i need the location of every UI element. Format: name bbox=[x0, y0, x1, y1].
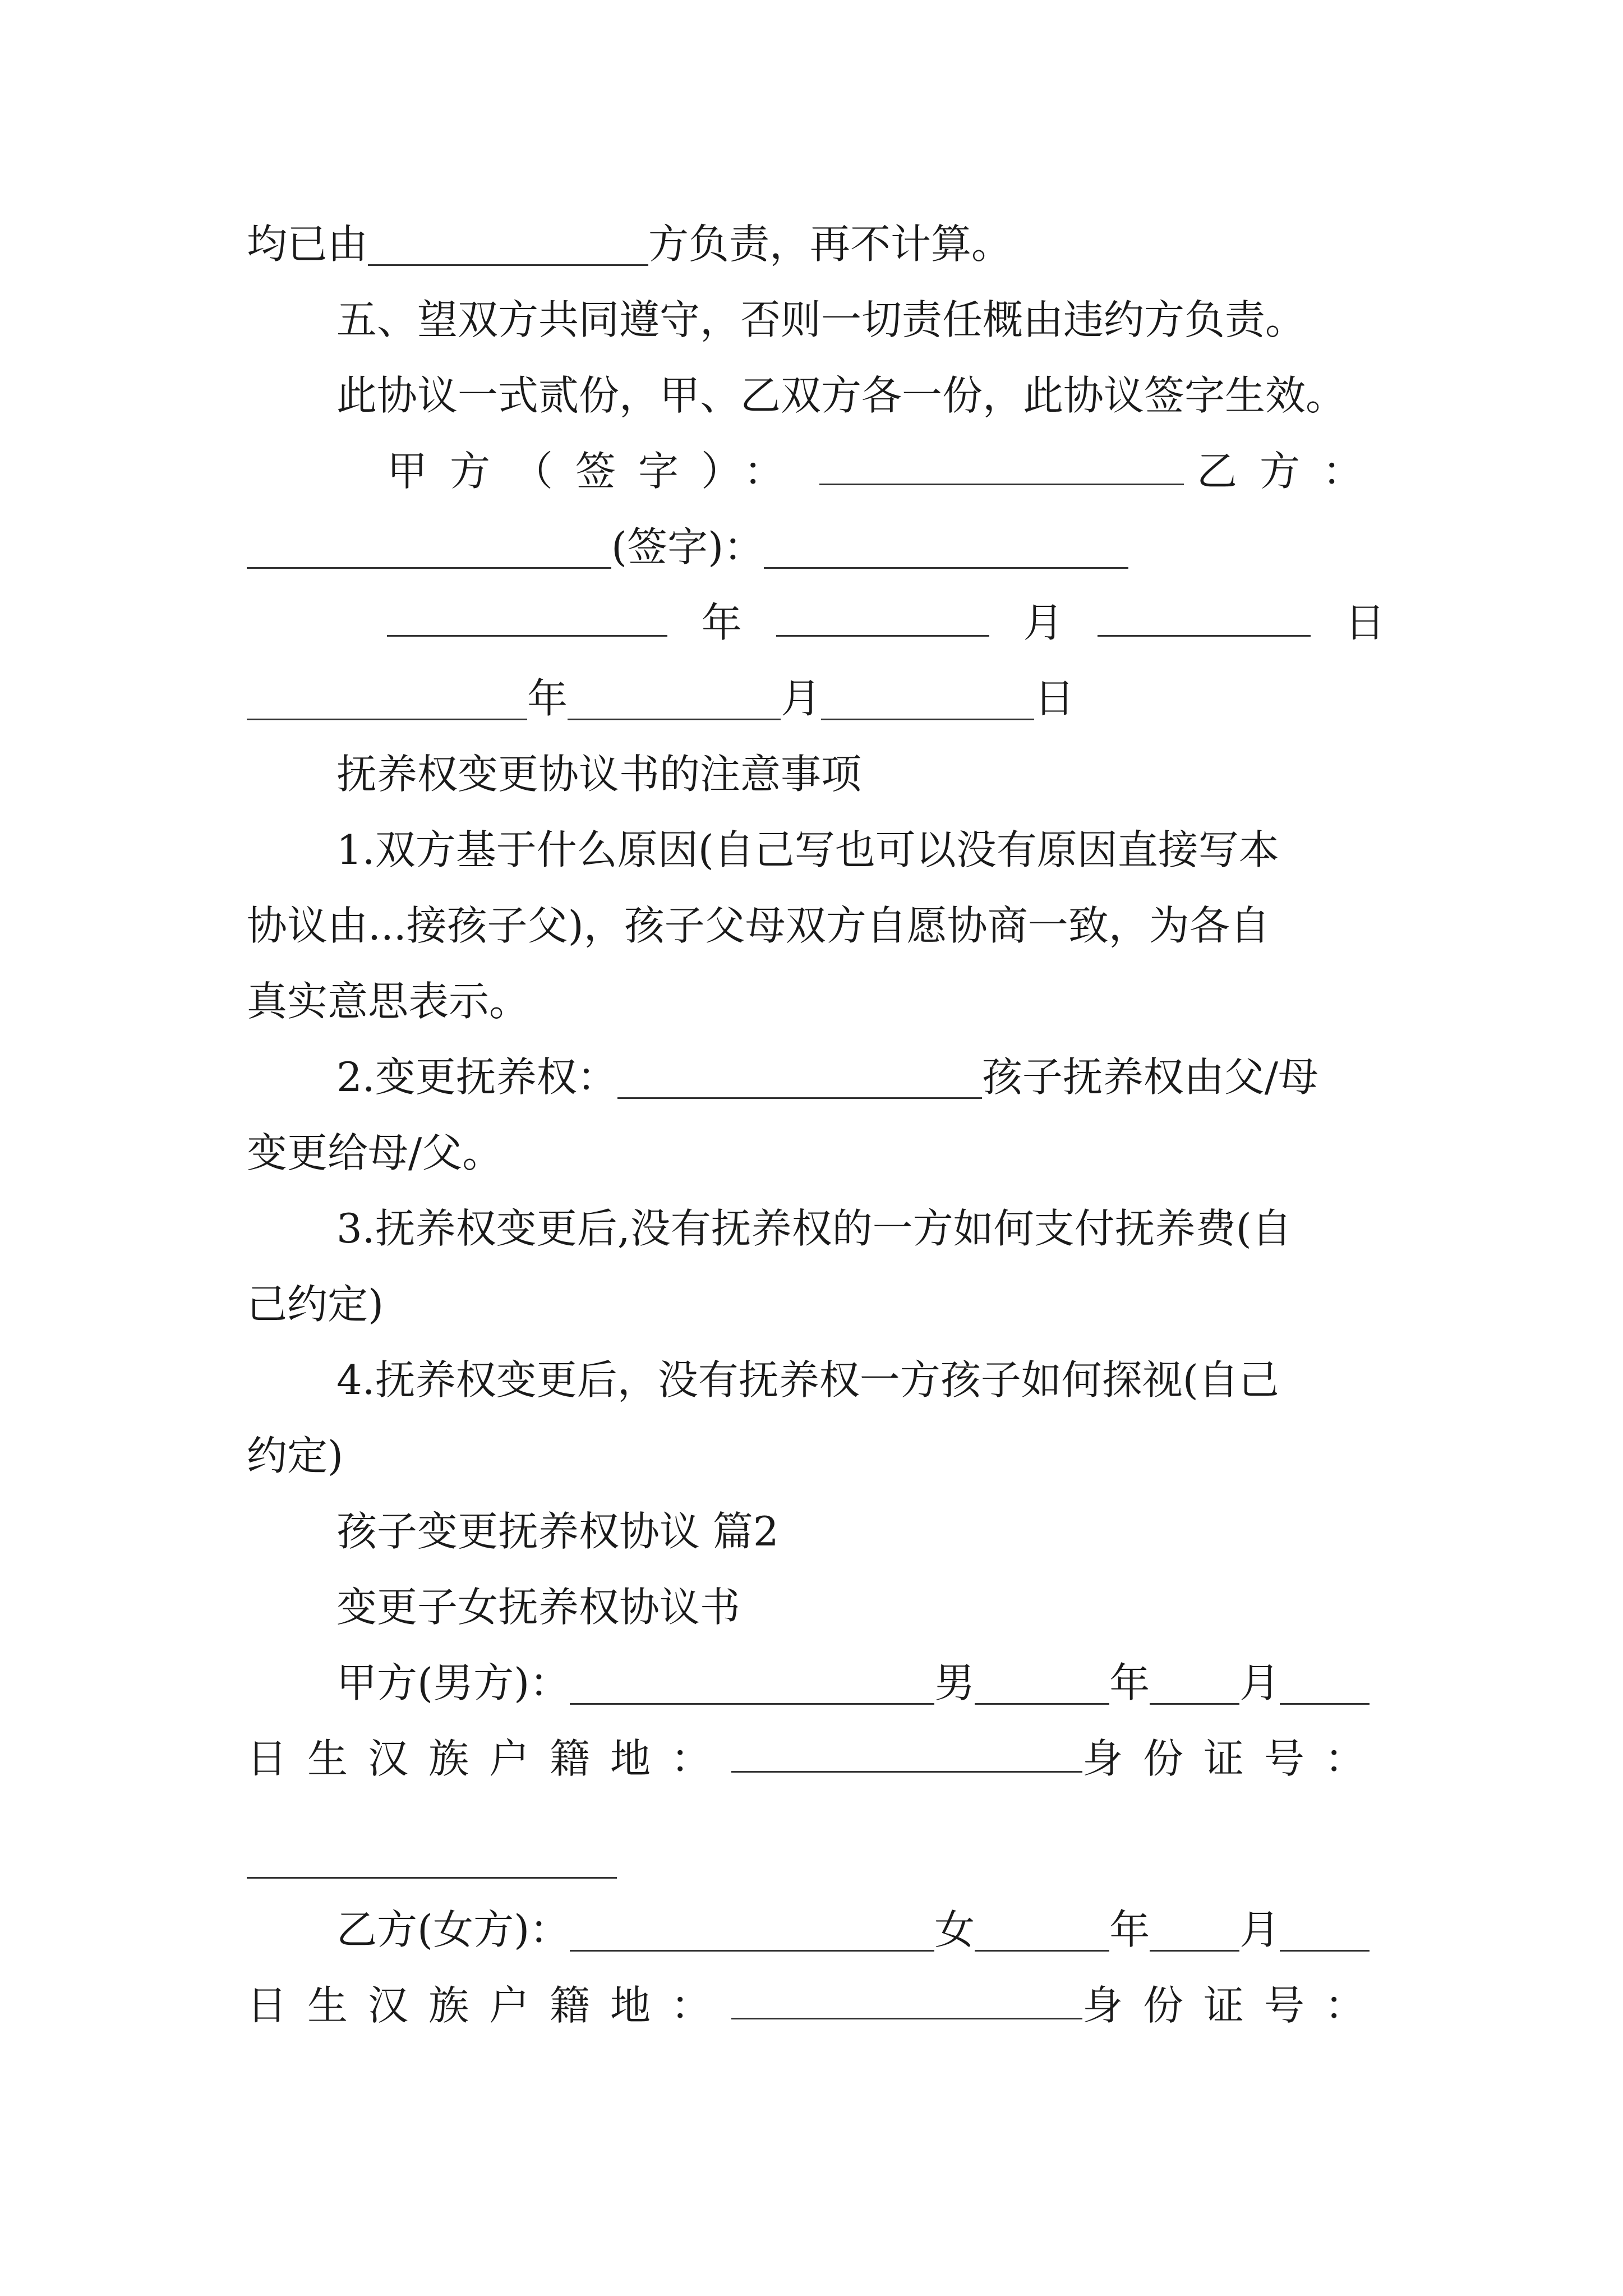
text: 年 bbox=[1109, 1906, 1150, 1953]
date-line-a bbox=[387, 583, 1385, 662]
text: 月 bbox=[1239, 1659, 1280, 1706]
month-label: 月 bbox=[1023, 599, 1064, 646]
text: 2.变更抚养权： bbox=[336, 1053, 617, 1101]
text: 身份证号： bbox=[1082, 1982, 1385, 2029]
note-1-line-2 bbox=[247, 886, 1385, 965]
month-field[interactable] bbox=[568, 674, 781, 720]
birth-month-field[interactable] bbox=[1150, 1905, 1239, 1952]
note-1-line-3 bbox=[247, 962, 1385, 1041]
text: (签字)： bbox=[611, 523, 764, 570]
month-label: 月 bbox=[781, 675, 822, 722]
year-label: 年 bbox=[527, 675, 568, 722]
party-b-signature-field[interactable] bbox=[247, 522, 611, 569]
text: 身份证号： bbox=[1082, 1735, 1385, 1782]
birth-year-field[interactable] bbox=[975, 1905, 1109, 1952]
text: 均已由 bbox=[247, 220, 368, 268]
party-a-signature-label: 甲方（签字）： bbox=[387, 448, 807, 495]
text: 变更子女抚养权协议书 bbox=[336, 1584, 741, 1631]
text: 日生汉族户籍地： bbox=[247, 1982, 732, 2029]
text: 日生汉族户籍地： bbox=[247, 1735, 732, 1782]
text: 协议由...接孩子父)，孩子父母双方自愿协商一致，为各自 bbox=[247, 902, 1270, 949]
year-label: 年 bbox=[701, 599, 742, 646]
birth-day-field[interactable] bbox=[1280, 1658, 1370, 1705]
birth-day-field[interactable] bbox=[1280, 1905, 1370, 1952]
text: 年 bbox=[1109, 1659, 1150, 1706]
text: 4.抚养权变更后，没有抚养权一方孩子如何探视(自己 bbox=[336, 1356, 1279, 1404]
year-field[interactable] bbox=[387, 590, 667, 637]
signature-line-a bbox=[387, 432, 1385, 510]
blank-field[interactable] bbox=[764, 522, 1128, 569]
text: 男 bbox=[934, 1659, 975, 1706]
party-b-domicile-field[interactable] bbox=[731, 1973, 1082, 2019]
text: 甲方(男方)： bbox=[336, 1659, 570, 1706]
note-3-line-1 bbox=[336, 1189, 1385, 1268]
party-b-label: 乙方： bbox=[1196, 448, 1385, 495]
day-field[interactable] bbox=[1098, 590, 1311, 637]
text: 己约定) bbox=[247, 1281, 384, 1328]
text: 抚养权变更协议书的注意事项 bbox=[336, 751, 862, 798]
clause-five bbox=[336, 280, 1385, 359]
text: 1.双方基于什么原因(自己写也可以没有原因直接写本 bbox=[336, 826, 1279, 873]
document-page bbox=[247, 0, 1385, 2296]
text-line bbox=[247, 205, 1385, 283]
text: 方负责，再不计算。 bbox=[648, 220, 1012, 268]
party-a-name-field[interactable] bbox=[570, 1658, 934, 1705]
text: 乙方(女方)： bbox=[336, 1906, 570, 1953]
blank-field[interactable] bbox=[617, 1052, 982, 1099]
text: 此协议一式贰份，甲、乙双方各一份，此协议签字生效。 bbox=[336, 372, 1347, 419]
copies-clause bbox=[336, 356, 1385, 435]
note-1-line-1 bbox=[336, 811, 1385, 889]
day-label: 日 bbox=[1034, 675, 1075, 722]
party-a-id-field[interactable] bbox=[247, 1877, 617, 1879]
month-field[interactable] bbox=[776, 590, 989, 637]
text: 五、望双方共同遵守，否则一切责任概由违约方负责。 bbox=[336, 296, 1306, 343]
note-2-line-2 bbox=[247, 1114, 1385, 1192]
day-field[interactable] bbox=[821, 674, 1034, 720]
birth-month-field[interactable] bbox=[1150, 1658, 1239, 1705]
party-a-domicile-field[interactable] bbox=[731, 1726, 1082, 1773]
note-4-line-1 bbox=[336, 1341, 1385, 1419]
note-3-line-2 bbox=[247, 1265, 1385, 1343]
party-a-signature-field[interactable] bbox=[819, 439, 1184, 485]
text: 月 bbox=[1239, 1906, 1280, 1953]
text: 3.抚养权变更后,没有抚养权的一方如何支付抚养费(自 bbox=[336, 1205, 1292, 1252]
blank-field[interactable] bbox=[368, 219, 648, 266]
party-a-details bbox=[247, 1719, 1385, 1798]
text: 孩子变更抚养权协议 篇2 bbox=[336, 1508, 779, 1555]
text: 变更给母/父。 bbox=[247, 1129, 503, 1176]
part-2-heading bbox=[336, 1492, 1385, 1571]
note-4-line-2 bbox=[247, 1416, 1385, 1495]
notes-heading bbox=[336, 735, 1385, 813]
party-b-details bbox=[247, 1966, 1385, 2045]
party-b-line bbox=[336, 1890, 1385, 1969]
text: 真实意思表示。 bbox=[247, 978, 530, 1025]
agreement-title bbox=[336, 1568, 1385, 1646]
party-b-name-field[interactable] bbox=[570, 1905, 934, 1952]
party-a-line bbox=[336, 1644, 1385, 1722]
text: 女 bbox=[934, 1906, 975, 1953]
date-line-b bbox=[247, 659, 1385, 738]
text: 孩子抚养权由父/母 bbox=[981, 1053, 1318, 1101]
year-field[interactable] bbox=[247, 674, 527, 720]
birth-year-field[interactable] bbox=[975, 1658, 1109, 1705]
text: 约定) bbox=[247, 1432, 344, 1479]
note-2-line-1 bbox=[336, 1038, 1385, 1116]
signature-line-b bbox=[247, 508, 1385, 586]
day-label: 日 bbox=[1344, 599, 1385, 646]
